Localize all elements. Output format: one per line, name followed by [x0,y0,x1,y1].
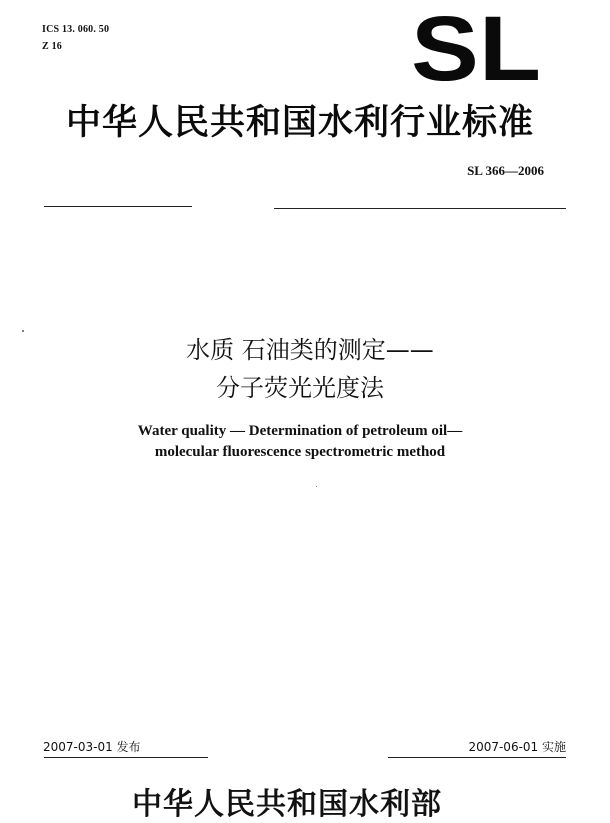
standard-code: SL 366—2006 [467,163,544,178]
ccs-code: Z 16 [42,41,62,52]
standard-category-title: 中华人民共和国水利行业标准 [65,102,534,143]
sl-logo [410,0,542,100]
implementation-date: 2007-06-01 实施 [468,740,566,754]
scan-speck [316,486,317,487]
ics-code: ICS 13. 060. 50 [42,24,110,35]
chinese-title-line-2: 分子荧光光度法 [216,374,384,402]
chinese-title-line-1: 水质 石油类的测定—— [186,336,434,364]
english-title-line-2: molecular fluorescence spectrometric method [154,444,446,460]
issuing-authority: 中华人民共和国水利部 [132,787,442,822]
english-title-line-1: Water quality — Determination of petroleum oil— [137,423,463,439]
header-divider-left [44,206,192,207]
date-divider-right [388,757,566,758]
header-divider-right [274,208,566,209]
date-divider-left [44,757,208,758]
sl-logo-text: SL [411,0,541,100]
issue-date: 2007-03-01 发布 [43,740,141,754]
scan-speck [22,330,24,332]
